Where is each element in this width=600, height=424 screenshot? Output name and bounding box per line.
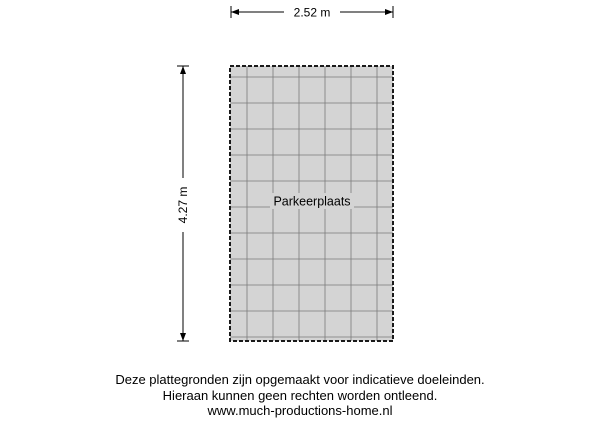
width-label: 2.52 m <box>293 5 331 20</box>
height-label: 4.27 m <box>176 186 190 224</box>
width-dimension <box>231 4 393 20</box>
disclaimer-footer <box>0 372 600 419</box>
room-label: Parkeerplaats <box>273 194 351 209</box>
disclaimer-line-2: Hieraan kunnen geen rechten worden ontleend. <box>162 387 438 403</box>
room-parkeerplaats <box>230 66 393 341</box>
height-dimension <box>175 66 191 341</box>
arrow-down-icon <box>180 333 186 341</box>
arrow-up-icon <box>180 66 186 74</box>
arrow-left-icon <box>231 9 239 15</box>
disclaimer-line-1: Deze plattegronden zijn opgemaakt voor indicatieve doeleinden. <box>115 372 485 387</box>
arrow-right-icon <box>385 9 393 15</box>
website-text: www.much-productions-home.nl <box>207 403 393 418</box>
